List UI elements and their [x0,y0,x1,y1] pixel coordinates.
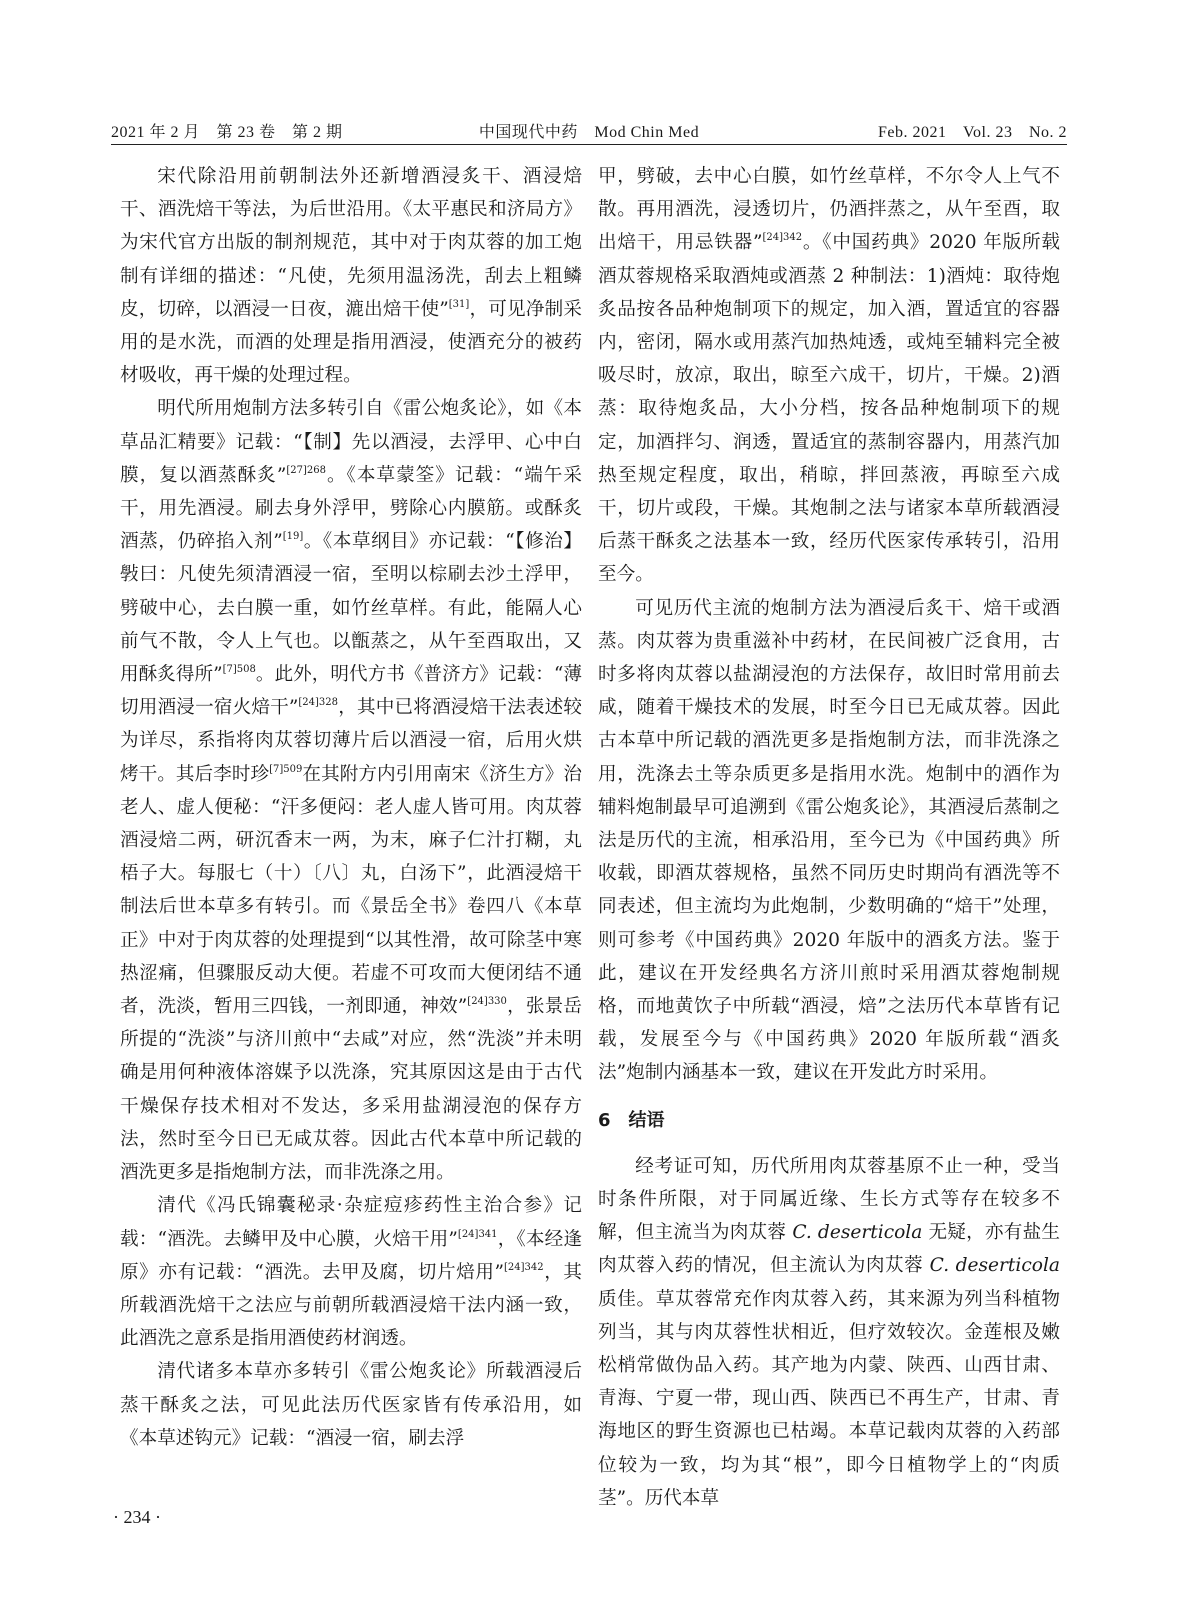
text-run: 清代诸多本草亦多转引《雷公炮炙论》所载酒浸后蒸干酥炙之法，可见此法历代医家皆有传承沿用，如《本草述钩元》记载：“酒浸一宿，刷去浮 [120,1361,582,1449]
paragraph-qing-dynasty-1 [120,1189,582,1355]
citation: [24]342 [504,1261,544,1273]
text-run: 。《本草纲目》亦记载：“【修治】斅曰：凡使先须清酒浸一宿，至明以棕刷去沙土浮甲，劈破中心，去白膜一重，如竹丝草样。有此，能隔人心前气不散，令人上气也。以甑蒸之，从午至酉取出，又用酥炙得所” [120,531,582,686]
citation: [7]509 [269,763,303,775]
paragraph-conclusion [598,1150,1060,1515]
paragraph-summary: 可见历代主流的炮制方法为酒浸后炙干、焙干或酒蒸。肉苁蓉为贵重滋补中药材，在民间被广泛食用，古时多将肉苁蓉以盐湖浸泡的方法保存，故旧时常用前去咸，随着干燥技术的发展，时至今日已无咸苁蓉。因此古本草中所记载的酒洗更多是指炮制方法，而非洗涤之用，洗涤去土等杂质更多是指用水洗。炮制中的酒作为辅料炮制最早可追溯到《雷公炮炙论》，其酒浸后蒸制之法是历代的主流，相承沿用，至今已为《中国药典》所收载，即酒苁蓉规格，虽然不同历史时期尚有酒洗等不同表述，但主流均为此炮制，少数明确的“焙干”处理，则可参考《中国药典》2020 年版中的酒炙方法。鉴于此，建议在开发经典名方济川煎时采用酒苁蓉炮制规格，而地黄饮子中所载“酒浸，焙”之法历代本草皆有记载，发展至今与《中国药典》2020 年版所载“酒炙法”炮制内涵基本一致，建议在开发此方时采用。 [598,597,1060,1084]
right-column [598,160,1060,1515]
text-run: ，其所载酒洗焙干之法应与前朝所载酒浸焙干法内涵一致，此酒洗之意系是指用酒使药材润透。 [120,1261,582,1350]
text-run: ，其中已将酒浸焙干法表述较为详尽，系指将肉苁蓉切薄片后以酒浸一宿，后用火烘烤干。其后李时珍 [120,697,582,785]
running-header [111,112,1067,142]
citation: [7]508 [222,664,256,676]
header-issue-cn: 2021 年 2 月 第 23 卷 第 2 期 [111,124,343,141]
text-run: 经考证可知，历代所用肉苁蓉基原不止一种，受当时条件所限，对于同属近缘、生长方式等存在较多不解，但主流当为肉苁蓉 [598,1155,1060,1244]
text-run: ，张景岳所提的“洗淡”与济川煎中“去咸”对应，然“洗淡”并未明确是用何种液体溶媒予以洗涤，究其原因这是由于古代干燥保存技术相对不发达，多采用盐湖浸泡的保存方法，然时至今日已无咸苁蓉。因此古代本草中所记载的酒洗更多是指炮制方法，而非洗涤之用。 [120,996,582,1184]
text-run: ，《本经逢原》亦有记载：“酒洗。去甲及腐，切片焙用” [120,1228,582,1283]
left-column [120,160,582,1455]
citation: [19] [282,531,304,543]
species-name: C. deserticola [929,1255,1060,1277]
citation: [24]330 [467,996,507,1008]
section-title: 结语 [628,1109,665,1131]
text-run: 质佳。草苁蓉常充作肉苁蓉入药，其来源为列当科植物列当，其与肉苁蓉性状相近，但疗效较次。金莲根及嫩松梢常做伪品入药。其产地为内蒙、陕西、山西甘肃、青海、宁夏一带，现山西、陕西已不再生产，甘肃、青海地区的野生资源也已枯竭。本草记载肉苁蓉的入药部位较为一致，均为其“根”，即今日植物学上的“肉质茎”。历代本草 [598,1288,1060,1509]
text-run: 明代所用炮制方法多转引自《雷公炮炙论》，如《本草品汇精要》记载：“【制】先以酒浸，去浮甲、心中白膜，复以酒蒸酥炙” [120,398,582,486]
header-rule [111,144,1067,145]
paragraph-continued [598,160,1060,592]
paragraph-qing-dynasty-2 [120,1355,582,1455]
text-run: 甲，劈破，去中心白膜，如竹丝草样，不尔令人上气不散。再用酒洗，浸透切片，仍酒拌蒸之，从午至酉，取出焙干，用忌铁器” [598,166,1060,254]
species-name: C. deserticola [792,1222,923,1244]
text-run: 。《中国药典》2020 年版所载酒苁蓉规格采取酒炖或酒蒸 2 种制法：1)酒炖：取待炮炙品按各品种炮制项下的规定，加入酒，置适宜的容器内，密闭，隔水或用蒸汽加热炖透，或炖至辅料完全被吸尽时，放凉，取出，晾至六成干，切片，干燥。2)酒蒸：取待炮炙品，大小分档，按各品种炮制项下的规定，加酒拌匀、润透，置适宜的蒸制容器内，用蒸汽加热至规定程度，取出，稍晾，拌回蒸液，再晾至六成干，切片或段，干燥。其炮制之法与诸家本草所载酒浸后蒸干酥炙之法基本一致，经历代医家传承转引，沿用至今。 [598,232,1060,586]
paragraph-ming-dynasty [120,392,582,1189]
header-issue-en: Feb. 2021 Vol. 23 No. 2 [878,124,1067,141]
paragraph-song-dynasty [120,160,582,392]
text-run: 无疑，亦有盐生肉苁蓉入药的情况，但主流认为肉苁蓉 [598,1222,1060,1277]
header-journal-name: 中国现代中药 Mod Chin Med [478,124,700,141]
section-number: 6 [598,1109,611,1131]
text-run: 清代《冯氏锦囊秘录·杂症痘疹药性主治合参》记载：“酒洗。去鳞甲及中心膜，火焙干用” [120,1195,582,1250]
section-heading [598,1106,1060,1136]
text-run: ，可见净制采用的是水洗，而酒的处理是指用酒浸，使酒充分的被药材吸收，再干燥的处理过程。 [120,298,582,387]
page-number: · 234 · [113,1507,161,1527]
citation: [24]328 [298,697,339,709]
text-run: 在其附方内引用南宋《济生方》治老人、虚人便秘：“汗多便闷：老人虚人皆可用。肉苁蓉酒浸焙二两，研沉香末一两，为末，麻子仁汁打糊，丸梧子大。每服七（十）〔八〕丸，白汤下”，此酒浸焙干制法后世本草多有转引。而《景岳全书》卷四八《本草正》中对于肉苁蓉的处理提到“以其性滑，故可除茎中寒热涩痛，但骤服反动大便。若虚不可攻而大便闭结不通者，洗淡，暂用三四钱，一剂即通，神效” [120,763,582,1018]
text-run: 宋代除沿用前朝制法外还新增酒浸炙干、酒浸焙干、酒洗焙干等法，为后世沿用。《太平惠民和济局方》为宋代官方出版的制剂规范，其中对于肉苁蓉的加工炮制有详细的描述：“凡使，先须用温汤洗，刮去上粗鳞皮，切碎，以酒浸一日夜，漉出焙干使” [120,166,582,320]
citation: [24]342 [762,232,803,244]
citation: [24]341 [457,1228,498,1240]
citation: [27]268 [286,464,326,476]
text-run: 。此外，明代方书《普济方》记载：“薄切用酒浸一宿火焙干” [120,664,582,719]
citation: [31] [448,298,470,310]
text-run: 。《本草蒙筌》记载：“端午采干，用先酒浸。刷去身外浮甲，劈除心内膜筋。或酥炙酒蒸，仍碎掐入剂” [120,464,582,553]
